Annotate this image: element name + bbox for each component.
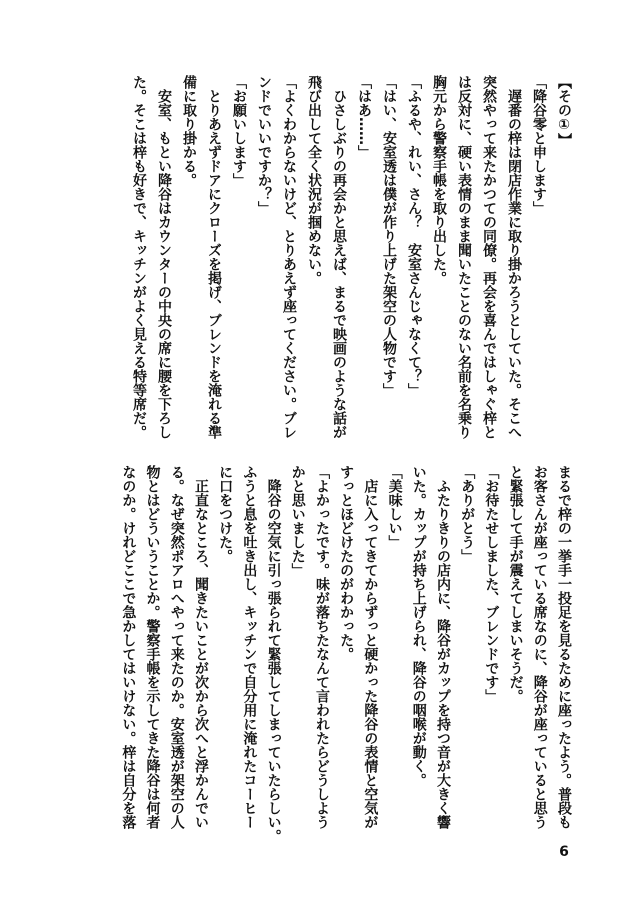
text-line: 飛び出して全く状況が掴めない。 bbox=[306, 75, 322, 285]
text-line: なのか。けれどここで急かしてはいけない。梓は自分を落 bbox=[120, 465, 137, 829]
text-line: 物とはどういうことか。警察手帳を示してきた降谷は何者 bbox=[144, 465, 161, 829]
lower-text-block bbox=[116, 465, 576, 843]
text-line: る。なぜ突然ポアロへやって来たのか。安室透が架空の人 bbox=[168, 465, 185, 829]
text-line: すっとほどけたのがわかった。 bbox=[338, 465, 355, 661]
text-line: 「お願いします」 bbox=[231, 75, 247, 187]
text-line: 遅番の梓は閉店作業に取り掛かろうとしていた。そこへ bbox=[506, 75, 522, 439]
text-line: は反対に、硬い表情のまま聞いたことのない名前を名乗り bbox=[456, 75, 472, 439]
text-line: 突然やって来たかつての同僚。再会を喜んではしゃぐ梓と bbox=[481, 75, 497, 439]
text-line: 「よくわからないけど、とりあえず座ってください。ブレ bbox=[281, 75, 297, 439]
page-number: 6 bbox=[559, 844, 569, 860]
text-line: お客さんが座っている席なのに、降谷が座っていると思う bbox=[531, 465, 548, 829]
text-line: に口をつけた。 bbox=[217, 465, 234, 563]
text-line: 「降谷零と申します」 bbox=[531, 75, 547, 215]
text-line: まるで梓の一挙手一投足を見るために座ったよう。普段も bbox=[556, 465, 572, 829]
text-line: 安室、もとい降谷はカウンターの中央の席に腰を下ろし bbox=[156, 75, 172, 439]
text-line: 「お待たせしました、ブレンドです」 bbox=[483, 465, 500, 703]
text-line: 降谷の空気に引っ張られて緊張してしまっていたらしい。 bbox=[265, 465, 282, 843]
text-line: 「よかったです。味が落ちたなんて言われたらどうしよう bbox=[313, 465, 330, 829]
text-line: と緊張して手が震えてしまいそうだ。 bbox=[507, 465, 524, 703]
text-line: 「ありがとう」 bbox=[459, 465, 476, 563]
text-line: 「はい、安室透は僕が作り上げた架空の人物です」 bbox=[381, 75, 397, 397]
text-line: 「美味しい」 bbox=[386, 465, 403, 549]
text-line: 備に取り掛かる。 bbox=[181, 75, 197, 187]
section-heading: 【その①】 bbox=[556, 75, 572, 147]
upper-text-block bbox=[126, 75, 576, 441]
text-line: た。そこは梓も好きで、キッチンがよく見える特等席だ。 bbox=[131, 75, 147, 439]
text-line: ふうと息を吐き出し、キッチンで自分用に淹れたコーヒー bbox=[241, 465, 258, 829]
text-line: 正直なところ、聞きたいことが次から次へと浮かんでい bbox=[192, 465, 209, 829]
text-line: かと思いました」 bbox=[289, 465, 306, 577]
text-line: 「はあ……」 bbox=[356, 75, 372, 159]
text-line: 胸元から警察手帳を取り出した。 bbox=[431, 75, 447, 285]
text-line: 「ふるや、れい、さん？ 安室さんじゃなくて？」 bbox=[406, 75, 422, 397]
text-line: とりあえずドアにクローズを掲げ、ブレンドを淹れる準 bbox=[206, 75, 222, 439]
text-line: ひさしぶりの再会かと思えば、まるで映画のような話が bbox=[331, 75, 347, 439]
text-line: ンドでいいですか？」 bbox=[256, 75, 272, 215]
text-line: ふたりきりの店内に、降谷がカップを持つ音が大きく響 bbox=[434, 465, 451, 829]
text-line: 店に入ってきてからずっと硬かった降谷の表情と空気が bbox=[362, 465, 379, 829]
text-line: いた。カップが持ち上げられ、降谷の咽喉が動く。 bbox=[410, 465, 427, 787]
